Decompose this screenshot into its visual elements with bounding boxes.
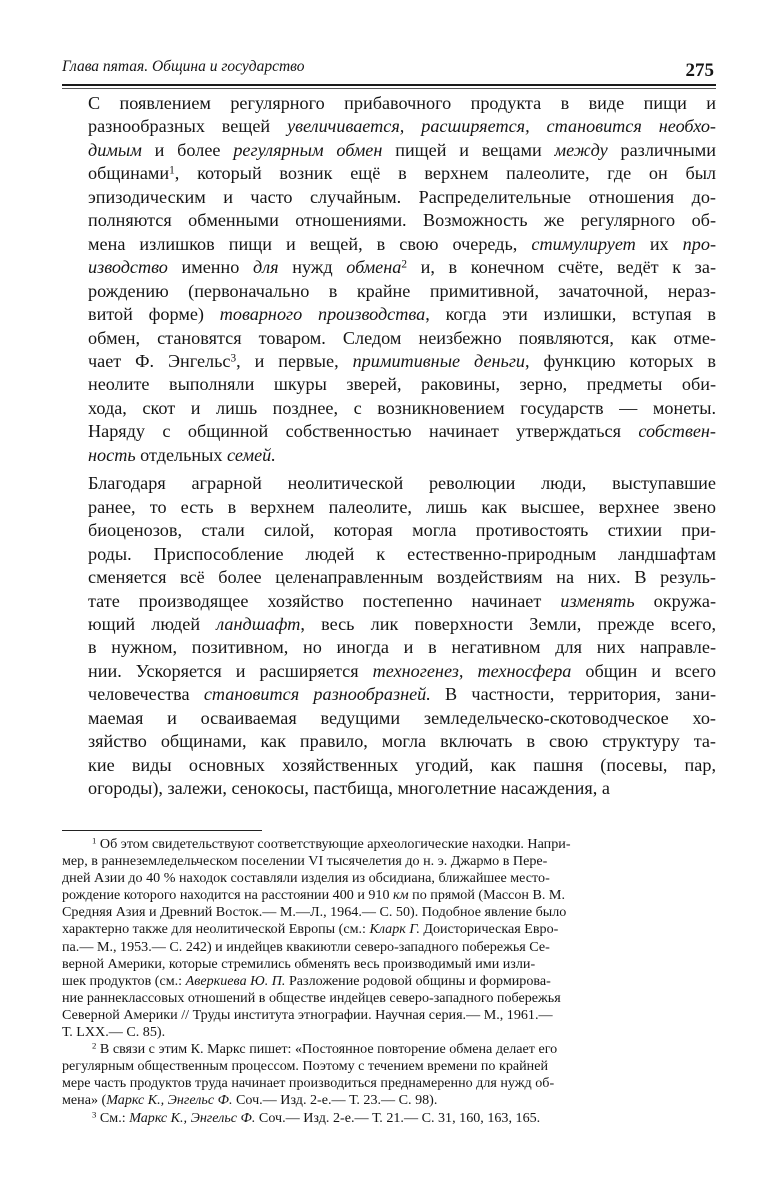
text-line xyxy=(62,280,716,303)
footnote-marker: 3 xyxy=(92,1109,97,1120)
text-run: общин и всего xyxy=(571,660,716,681)
text-line xyxy=(62,870,716,887)
text-run: Соч.— Изд. 2-е.— Т. 23.— С. 98). xyxy=(232,1092,438,1109)
text-run: характерно также для неолитической Европы (см.: xyxy=(62,921,370,938)
text-run: См.: xyxy=(96,1109,130,1126)
text-run: в нужном, позитивном, но иногда и в негативном для них направле- xyxy=(88,637,716,658)
italic-text: техногенез, техносфера xyxy=(372,660,572,681)
text-line xyxy=(62,420,716,443)
text-line xyxy=(62,543,716,566)
text-run: зяйство общинами, как правило, могла включать в свою структуру та- xyxy=(88,731,716,752)
text-run: , который возник ещё в верхнем палеолите, где он был xyxy=(174,163,716,184)
text-run: общинами xyxy=(88,163,170,184)
paragraph xyxy=(62,472,716,800)
text-run: нии. Ускоряется и расширяется xyxy=(88,660,373,681)
footnote xyxy=(62,1041,716,1109)
text-run: ющий людей xyxy=(88,613,217,634)
text-run: рождение которого находится на расстоянии 400 и 910 xyxy=(62,887,394,904)
running-head: Глава пятая. Община и государство xyxy=(62,58,305,75)
text-run: В связи с этим К. Маркс пишет: «Постоянное повторение обмена делает его xyxy=(96,1041,558,1058)
text-line xyxy=(62,162,716,185)
text-run: мена» ( xyxy=(62,1092,107,1109)
text-run: , весь лик поверхности Земли, прежде всего, xyxy=(300,613,716,634)
text-line xyxy=(62,973,716,990)
text-run: Соч.— Изд. 2-е.— Т. 21.— С. 31, 160, 163, 165. xyxy=(255,1109,541,1126)
text-run: ранее, то есть в верхнем палеолите, лишь как высшее, верхнее звено xyxy=(88,496,716,517)
text-line xyxy=(62,397,716,420)
italic-text: км xyxy=(393,887,409,904)
text-run: нужд xyxy=(278,257,347,278)
text-run: хода, скот и лишь позднее, с возникновением государств — монеты. xyxy=(88,397,716,418)
italic-text: Аверкиева Ю. П. xyxy=(185,972,286,989)
italic-text: товарного производства xyxy=(219,304,426,325)
text-run: С появлением регулярного прибавочного продукта в виде пищи и xyxy=(88,93,716,113)
text-line xyxy=(62,904,716,921)
italic-text: для xyxy=(253,257,279,278)
paragraph xyxy=(62,92,716,467)
text-line xyxy=(62,233,716,256)
text-run: полняются обменными отношениями. Возможность же регулярного об- xyxy=(88,210,716,231)
text-run: чает Ф. Энгельс xyxy=(88,350,231,371)
text-line xyxy=(62,115,716,138)
text-run: витой форме) xyxy=(88,304,220,325)
text-run: па.— М., 1953.— С. 242) и индейцев квакиютли северо-западного побережья Се- xyxy=(62,938,550,955)
text-line xyxy=(62,683,716,706)
text-run: Доисторическая Евро- xyxy=(419,921,559,938)
text-run: эпизодическим и часто случайным. Распределительные отношения до- xyxy=(88,186,716,207)
text-line xyxy=(62,921,716,938)
italic-text: между xyxy=(554,139,608,160)
italic-text: про- xyxy=(682,233,717,254)
text-run: кие виды основных хозяйственных угодий, как пашня (посевы, пар, xyxy=(88,754,716,775)
text-run: Средняя Азия и Древний Восток.— М.—Л., 1964.— С. 50). Подобное явление было xyxy=(62,904,567,921)
text-line xyxy=(62,939,716,956)
text-run: Разложение родовой общины и формирова- xyxy=(285,972,551,989)
text-line xyxy=(62,707,716,730)
text-run: шек продуктов (см.: xyxy=(62,972,186,989)
text-run: разнообразных вещей xyxy=(88,116,288,137)
text-run: Благодаря аграрной неолитической революции люди, выступавшие xyxy=(88,473,716,494)
text-line xyxy=(62,1075,716,1092)
text-run: Об этом свидетельствуют соответствующие археологические находки. Напри- xyxy=(96,836,571,852)
text-line xyxy=(62,590,716,613)
text-run: и, в конечном счёте, ведёт к за- xyxy=(407,257,716,278)
text-run: мер, в раннеземледельческом поселении VI тысячелетия до н. э. Джармо в Пере- xyxy=(62,853,548,870)
footnote-marker: 1 xyxy=(169,164,175,177)
italic-text: Маркс К., Энгельс Ф. xyxy=(129,1109,256,1126)
text-run: огороды), залежи, сенокосы, пастбища, многолетние насаждения, а xyxy=(88,778,610,799)
text-run: по прямой (Массон В. М. xyxy=(408,887,565,904)
text-line xyxy=(62,566,716,589)
text-line xyxy=(62,777,716,800)
text-line xyxy=(62,1024,716,1041)
italic-text: становится разнообразней. xyxy=(203,684,431,705)
text-run: мере часть продуктов труда начинает производиться преднамеренно для нужд об- xyxy=(62,1075,555,1092)
text-line xyxy=(62,303,716,326)
text-run: мена излишков пищи и вещей, в свою очередь, xyxy=(88,233,532,254)
text-run: маемая и осваиваемая ведущими земледельческо-скотоводческое хо- xyxy=(88,707,716,728)
text-run: Северной Америки // Труды института этнографии. Научная серия.— М., 1961.— xyxy=(62,1006,553,1023)
text-line xyxy=(62,1007,716,1024)
footnotes xyxy=(62,836,716,1127)
text-line xyxy=(62,92,716,115)
text-run: рождению (первоначально в крайне примитивной, зачаточной, нераз- xyxy=(88,280,716,301)
text-line xyxy=(62,139,716,162)
italic-text: собствен- xyxy=(638,421,716,442)
text-run: и более xyxy=(141,139,234,160)
text-line xyxy=(62,519,716,542)
footnote xyxy=(62,1110,716,1127)
italic-text: стимулирует xyxy=(531,233,636,254)
header-rule-thin xyxy=(62,88,716,89)
text-run: неолите выполняли шкуры зверей, раковины, зерно, предметы оби- xyxy=(88,374,716,395)
text-run: верной Америки, которые стремились обменять весь производимый ими изли- xyxy=(62,955,536,972)
text-run: сменяется всё более целенаправленным воздействиям на них. В резуль- xyxy=(88,567,716,588)
footnote-marker: 3 xyxy=(230,352,237,365)
text-run: их xyxy=(635,233,683,254)
text-line xyxy=(62,1058,716,1075)
text-run: , и первые, xyxy=(236,350,353,371)
text-line xyxy=(62,350,716,373)
italic-text: регулярным обмен xyxy=(233,139,383,160)
text-line xyxy=(62,636,716,659)
text-run: Наряду с общинной собственностью начинает утверждаться xyxy=(88,421,639,442)
text-run: пищей и вещами xyxy=(382,139,555,160)
italic-text: димым xyxy=(88,139,142,160)
text-run: различными xyxy=(607,139,717,160)
italic-text: изменять xyxy=(560,590,635,611)
italic-text: увеличивается, расширяется, становится необхо- xyxy=(287,116,716,137)
footnote-marker: 2 xyxy=(401,258,408,271)
text-line xyxy=(62,730,716,753)
text-run: Т. LXX.— С. 85). xyxy=(62,1024,166,1041)
text-line xyxy=(62,209,716,232)
text-line xyxy=(62,444,716,467)
text-line xyxy=(62,956,716,973)
italic-text: изводство xyxy=(88,257,168,278)
text-line xyxy=(62,327,716,350)
text-line xyxy=(62,853,716,870)
text-run: именно xyxy=(167,257,253,278)
text-line xyxy=(62,660,716,683)
text-line xyxy=(62,373,716,396)
text-run: тате производящее хозяйство постепенно начинает xyxy=(88,590,561,611)
text-line xyxy=(62,754,716,777)
text-run: В частности, территория, зани- xyxy=(430,684,716,705)
footnote-marker: 1 xyxy=(92,835,97,846)
footnote-marker: 2 xyxy=(92,1040,97,1051)
text-line xyxy=(62,472,716,495)
header-rule xyxy=(62,84,716,86)
italic-text: ландшафт xyxy=(216,613,301,634)
italic-text: семей. xyxy=(227,444,276,465)
text-run: человечества xyxy=(88,684,204,705)
text-line xyxy=(62,496,716,519)
text-run: биоценозов, стали силой, которая могла противостоять стихии при- xyxy=(88,520,716,541)
text-line xyxy=(62,256,716,279)
text-line xyxy=(62,1092,716,1109)
text-line xyxy=(62,836,716,853)
page-header xyxy=(62,56,716,82)
footnote xyxy=(62,836,716,1041)
text-run: , функцию которых в xyxy=(525,350,716,371)
footnote-separator xyxy=(62,830,262,831)
text-line xyxy=(62,1110,716,1127)
italic-text: ность xyxy=(88,444,136,465)
text-line xyxy=(62,990,716,1007)
italic-text: Кларк Г. xyxy=(369,921,420,938)
italic-text: обмена xyxy=(346,257,402,278)
text-line xyxy=(62,186,716,209)
italic-text: примитивные деньги xyxy=(352,350,526,371)
text-line xyxy=(62,1041,716,1058)
body-text xyxy=(62,92,716,801)
text-run: обмен, становятся товаром. Следом неизбежно появляются, как отме- xyxy=(88,327,716,348)
page-number: 275 xyxy=(685,60,714,81)
text-run: , когда эти излишки, вступая в xyxy=(425,304,716,325)
text-run: отдельных xyxy=(135,444,228,465)
text-run: дней Азии до 40 % находок составляли изделия из обсидиана, ближайшее место- xyxy=(62,870,550,887)
italic-text: Маркс К., Энгельс Ф. xyxy=(106,1092,233,1109)
text-line xyxy=(62,613,716,636)
text-line xyxy=(62,887,716,904)
text-run: окружа- xyxy=(634,590,716,611)
text-run: регулярным общественным процессом. Поэтому с течением времени по крайней xyxy=(62,1058,549,1075)
text-run: ние раннеклассовых отношений в обществе индейцев северо-западного побережья xyxy=(62,989,561,1006)
text-run: роды. Приспособление людей к естественно-природным ландшафтам xyxy=(88,543,716,564)
